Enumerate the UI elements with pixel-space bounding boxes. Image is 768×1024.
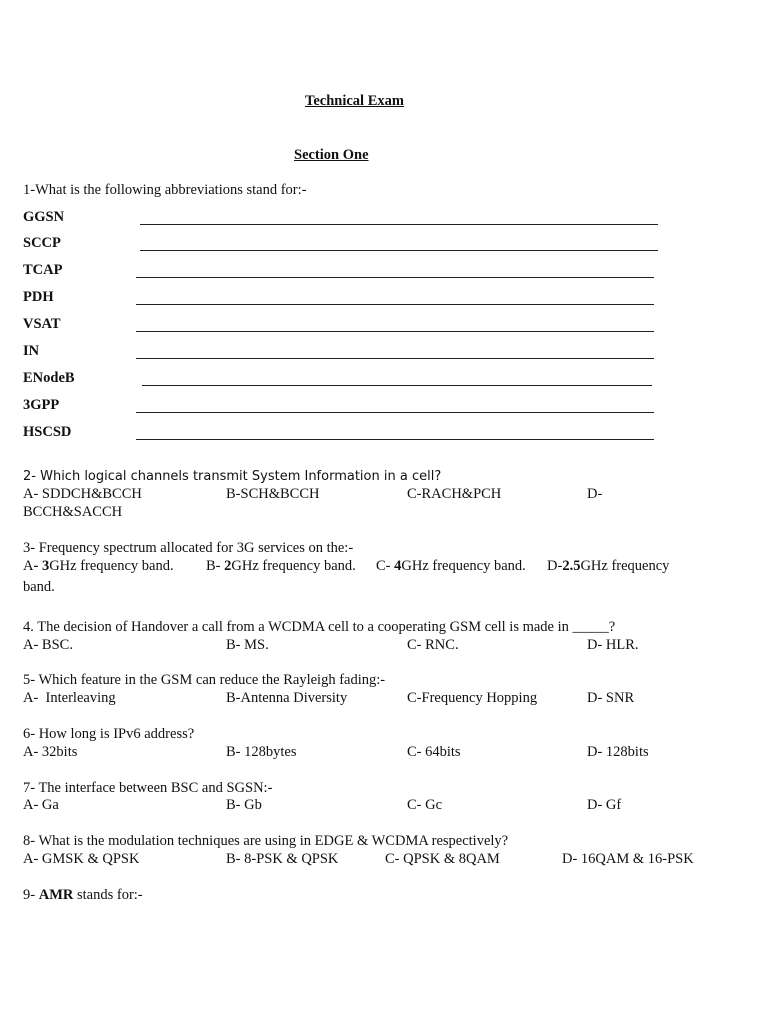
q3-option-d-value: 2.5 [562,558,581,574]
q6-option-c[interactable]: C- 64bits [407,744,461,760]
q3-option-c-unit: GHz frequency band. [401,558,526,574]
q1-term-tcap: TCAP [23,262,63,278]
q3-option-d[interactable] [547,558,669,575]
q7-option-c[interactable]: C- Gc [407,797,443,813]
q3-option-d-unit: GHz frequency [580,558,670,574]
q8-question: 8- What is the modulation techniques are using in EDGE & WCDMA respectively? [23,833,509,849]
q6-option-b[interactable]: B- 128bytes [226,744,297,760]
q3-option-d-continued: band. [23,579,55,595]
q1-answer-line-ggsn[interactable] [140,224,658,225]
q9-rest: stands for:- [73,887,143,903]
q3-option-d-prefix: D- [547,558,563,574]
q3-option-a[interactable] [23,558,174,575]
q2-option-b[interactable]: B-SCH&BCCH [226,486,320,502]
q2-option-d-continued: BCCH&SACCH [23,504,123,520]
q1-term-ggsn: GGSN [23,209,65,225]
q9-question [23,887,143,904]
q3-option-b[interactable] [206,558,356,575]
q1-answer-line-tcap[interactable] [136,277,654,278]
q8-option-d[interactable]: D- 16QAM & 16-PSK [562,851,694,867]
q5-question: 5- Which feature in the GSM can reduce the Rayleigh fading:- [23,672,386,688]
q2-option-a[interactable]: A- SDDCH&BCCH [23,486,142,502]
q1-term-enodeb: ENodeB [23,370,75,386]
q4-option-c[interactable]: C- RNC. [407,637,459,653]
section-title: Section One [294,147,369,163]
q3-option-b-prefix: B- [206,558,225,574]
q8-option-b[interactable]: B- 8-PSK & QPSK [226,851,339,867]
q5-option-a[interactable]: A- Interleaving [23,690,116,706]
q7-question: 7- The interface between BSC and SGSN:- [23,780,273,796]
q3-option-c[interactable] [376,558,526,575]
q4-option-b[interactable]: B- MS. [226,637,269,653]
q3-option-a-prefix: A [23,558,34,574]
q6-question: 6- How long is IPv6 address? [23,726,195,742]
q4-option-a[interactable]: A- BSC. [23,637,73,653]
q3-option-c-value: 4 [394,558,402,574]
q1-term-sccp: SCCP [23,235,61,251]
q1-answer-line-in[interactable] [136,358,654,359]
q5-option-d[interactable]: D- SNR [587,690,635,706]
q1-term-pdh: PDH [23,289,54,305]
q3-option-c-prefix: C- [376,558,395,574]
q1-term-3gpp: 3GPP [23,397,60,413]
q1-term-hscsd: HSCSD [23,424,72,440]
q1-answer-line-3gpp[interactable] [136,412,654,413]
q1-answer-line-hscsd[interactable] [136,439,654,440]
q9-prefix: 9- [23,887,39,903]
q1-term-vsat: VSAT [23,316,61,332]
q1-answer-line-vsat[interactable] [136,331,654,332]
q1-answer-line-sccp[interactable] [140,250,658,251]
exam-title: Technical Exam [305,93,404,109]
q1-term-in: IN [23,343,40,359]
q7-option-a[interactable]: A- Ga [23,797,59,813]
q3-option-b-unit: GHz frequency band. [231,558,356,574]
q5-option-c[interactable]: C-Frequency Hopping [407,690,538,706]
q3-question: 3- Frequency spectrum allocated for 3G services on the:- [23,540,354,556]
q2-option-c[interactable]: C-RACH&PCH [407,486,502,502]
q7-option-b[interactable]: B- Gb [226,797,262,813]
q4-option-d[interactable]: D- HLR. [587,637,639,653]
q6-option-d[interactable]: D- 128bits [587,744,649,760]
q2-question: 2- Which logical channels transmit System Information in a cell? [23,469,442,484]
q4-question: 4. The decision of Handover a call from a WCDMA cell to a cooperating GSM cell is made in _____? [23,619,616,635]
q3-option-a-value: - 3 [33,558,50,574]
q9-abbreviation: AMR [38,887,74,903]
q1-question: 1-What is the following abbreviations stand for:- [23,182,307,198]
q8-option-c[interactable]: C- QPSK & 8QAM [385,851,500,867]
q5-option-b[interactable]: B-Antenna Diversity [226,690,348,706]
q3-option-a-unit: GHz frequency band. [49,558,174,574]
q2-option-d[interactable]: D- [587,486,603,502]
q1-answer-line-pdh[interactable] [136,304,654,305]
q6-option-a[interactable]: A- 32bits [23,744,78,760]
q3-option-b-value: 2 [224,558,232,574]
q1-answer-line-enodeb[interactable] [142,385,652,386]
q7-option-d[interactable]: D- Gf [587,797,622,813]
q8-option-a[interactable]: A- GMSK & QPSK [23,851,140,867]
